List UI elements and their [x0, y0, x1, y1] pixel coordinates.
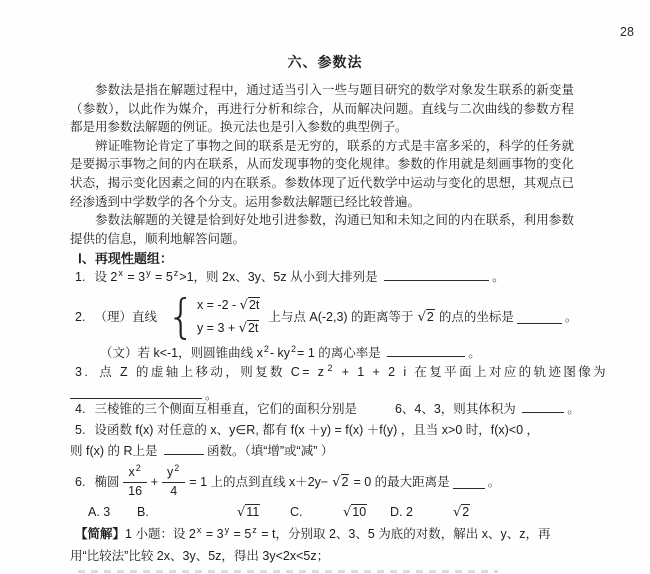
exponent-x: x [118, 268, 123, 278]
problem-4-number: 4. [75, 402, 86, 416]
equation-y [197, 317, 260, 340]
fraction-numerator-text: x [128, 465, 135, 479]
exponent-2: 2 [291, 344, 297, 354]
system-brace: { [166, 290, 195, 344]
problem-1 [75, 268, 505, 288]
solution-text: = 5 [230, 527, 252, 541]
problem-2-wen-text: = 1 的离心率是 [297, 346, 381, 360]
exponent-2: 2 [174, 463, 180, 473]
paragraph-key: 参数法解题的关键是恰到好处地引进参数，沟通已知和未知之间的内在联系，利用参数提供的信息，顺利地解答问题。 [70, 213, 574, 246]
fraction-y2-4 [162, 465, 185, 499]
solution-text: 用“比较法”比较 2x、3y、5z，得出 3y<2x<5z； [70, 549, 330, 563]
problem-2-text: 上与点 A(-2,3) 的距离等于 [268, 309, 414, 324]
problem-2-wen-text: - ky [269, 346, 291, 360]
problem-3-number: 3. [75, 365, 91, 379]
answer-blank [387, 344, 465, 357]
problem-1-number: 1. [75, 270, 86, 284]
problem-5-text: 设函数 f(x) 对任意的 x、y∈R, 都有 f(x ＋y) = f(x) ＋f(y) ，且当 x>0 时，f(x)<0 ， [94, 423, 540, 437]
choice-b-value [237, 503, 260, 522]
parametric-equations [197, 294, 260, 340]
solution-line2 [70, 547, 329, 566]
equation-x [197, 294, 260, 317]
fraction-denominator: 16 [128, 484, 143, 498]
fraction-numerator-text: y [167, 465, 174, 479]
page-number: 28 [620, 25, 634, 39]
answer-blank [522, 400, 564, 413]
choice-c-label: C. [290, 505, 303, 519]
sqrt-sign: √ [238, 321, 247, 336]
punctuation: 。 [487, 474, 501, 489]
radicand: 2 [341, 474, 349, 489]
solution-text: 1 小题：设 2 [125, 527, 196, 541]
problem-1-text: 设 2 [94, 270, 118, 284]
exponent-x: x [196, 525, 202, 535]
fraction-x2-16 [123, 465, 146, 499]
radicand: 2t [247, 321, 259, 335]
choice-c-value [343, 503, 367, 522]
page-title: 六、参数法 [287, 56, 363, 71]
fraction-numerator [162, 465, 185, 483]
problem-2-text: 的点的坐标是 [438, 309, 514, 324]
choices-row [70, 503, 580, 521]
problem-2-li [75, 290, 577, 344]
radicand: 2t [248, 298, 260, 312]
paragraph-dialectics: 辨证唯物论肯定了事物之间的联系是无穷的，联系的方式是丰富多采的，科学的任务就是要揭示事物之间的内在联系，从而发现事物的变化规律。参数的作用就是刻画事物的变化状态，揭示变化因素之间的内在联系。参数体现了近代数学中运动与变化的思想，其观点已经渗透到中学数学的各个分支。运用参数法解题已经比较普遍。 [70, 138, 574, 209]
problem-3-text: 点 Z 的虚轴上移动，则复数 C= z [99, 365, 327, 379]
sqrt-sign: √ [239, 298, 248, 313]
exponent-y: y [146, 268, 151, 278]
radicand: 11 [246, 505, 260, 519]
problem-5-line2 [70, 442, 333, 461]
problem-5-text: 则 f(x) 的 R上是 [70, 444, 158, 458]
problem-1-text: = 5 [151, 270, 173, 284]
equation-y-text: y = 3 + [196, 321, 239, 335]
solution-line1 [75, 525, 551, 545]
choice-b-label: B. [137, 505, 149, 519]
problem-6 [75, 461, 500, 503]
problem-6-text: = 1 上的点到直线 x＋2y− [189, 474, 329, 489]
problem-6-text: 椭圆 [94, 474, 120, 489]
problem-5-line1 [75, 421, 539, 440]
answer-blank [453, 476, 485, 489]
answer-blank [70, 386, 202, 399]
equation-x-text: x = -2 - [196, 298, 240, 312]
radicand: 2 [426, 309, 434, 324]
sqrt-expression [240, 298, 261, 312]
problem-5-text: 函数。（填“增”或“减” ） [206, 444, 334, 458]
radicand: 10 [352, 505, 367, 519]
sqrt-sign: √ [237, 505, 246, 520]
sqrt-sign: √ [453, 505, 462, 520]
solution-label: 【简解】 [75, 527, 126, 541]
paragraph-definition: 参数法是指在解题过程中，通过适当引入一些与题目研究的数学对象发生联系的新变量（参数），以此作为媒介，再进行分析和综合，从而解决问题。直线与二次曲线的参数方程都是用参数法解题的例证。换元法也是引入参数的典型例子。 [70, 83, 574, 135]
intro-paragraphs [70, 81, 574, 248]
sqrt-expression [418, 308, 435, 327]
solution-text: = 3 [202, 527, 224, 541]
answer-blank [164, 442, 204, 455]
problem-4 [75, 400, 580, 419]
fraction-denominator: 4 [170, 484, 178, 498]
answer-blank [517, 311, 562, 324]
exponent-2: 2 [135, 463, 141, 473]
problem-3 [75, 363, 608, 383]
choice-d-label: D. 2 [390, 505, 413, 519]
punctuation: 。 [205, 388, 218, 402]
problem-1-text: >1，则 2x、3y、5z 从小到大排列是 [179, 270, 378, 284]
problem-1-text: = 3 [123, 270, 146, 284]
choice-a: A. 3 [88, 505, 111, 519]
answer-blank [384, 268, 489, 281]
problem-3-text: + 1 + 2 i 在复平面上对应的轨迹图像为 [335, 365, 609, 379]
exponent-y: y [224, 525, 230, 535]
problem-6-text: = 0 的最大距离是 [353, 474, 450, 489]
punctuation: 。 [492, 270, 505, 284]
sqrt-sign: √ [332, 474, 341, 490]
choice-d-value [453, 503, 470, 522]
sqrt-sign: √ [417, 309, 426, 325]
radicand: 2 [462, 505, 470, 519]
plus-sign: + [150, 474, 159, 489]
fraction-numerator [123, 465, 146, 483]
solution-text: = t，分别取 2、3、5 为底的对数，解出 x、y、z，再 [257, 527, 551, 541]
exponent-z: z [173, 268, 179, 278]
problem-2-wen-text: （文）若 k<-1，则圆锥曲线 x [100, 346, 263, 360]
problem-6-number: 6. [75, 474, 86, 489]
sqrt-expression [239, 321, 260, 335]
exponent-2: 2 [263, 344, 269, 354]
exponent-2: 2 [327, 363, 335, 373]
punctuation: 。 [567, 402, 580, 416]
exponent-z: z [252, 525, 257, 535]
problem-5-number: 5. [75, 423, 86, 437]
sqrt-sign: √ [343, 505, 352, 520]
problem-4-text: 三棱锥的三个侧面互相垂直，它们的面积分别是 [94, 402, 357, 416]
punctuation: 。 [468, 346, 481, 360]
cut-off-text-line [78, 570, 498, 573]
problem-2-wen [100, 344, 481, 364]
section-heading: Ⅰ、再现性题组： [78, 251, 173, 266]
problem-2-text: （理）直线 [94, 309, 157, 324]
problem-4-text: 6、4、3，则其体积为 [394, 402, 516, 416]
sqrt-expression [332, 473, 349, 492]
punctuation: 。 [564, 309, 578, 324]
problem-2-number: 2. [75, 309, 86, 324]
